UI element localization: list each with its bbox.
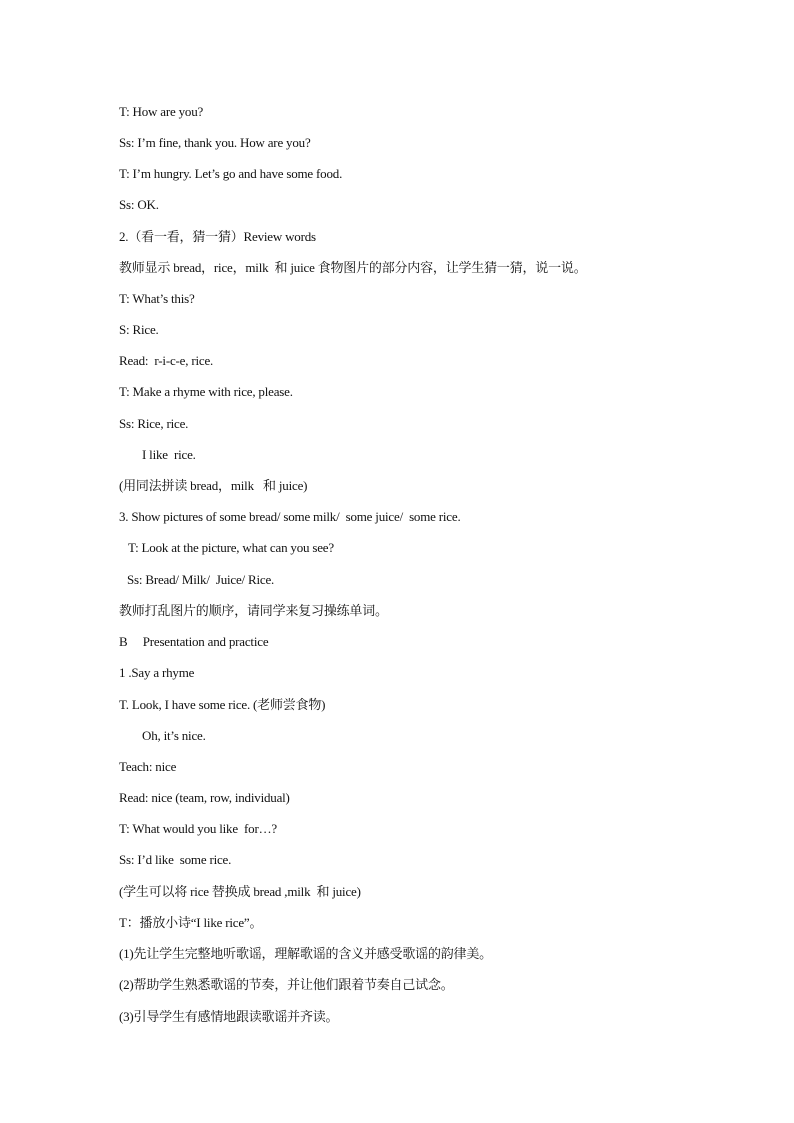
dialogue-line: T: What would you like for…? — [119, 821, 277, 836]
dialogue-line: T: Look at the picture, what can you see? — [128, 540, 334, 555]
section-heading: 3. Show pictures of some bread/ some milk/ some juice/ some rice. — [119, 509, 461, 524]
instruction-text: (2)帮助学生熟悉歌谣的节奏，并让他们跟着节奏自己试念。 — [119, 977, 454, 992]
instruction-text: (1)先让学生完整地听歌谣，理解歌谣的含义并感受歌谣的韵律美。 — [119, 946, 492, 961]
instruction-text: (学生可以将 rice 替换成 bread ,milk 和 juice) — [119, 884, 361, 899]
dialogue-line: Read: r-i-c-e, rice. — [119, 353, 214, 368]
section-heading: B Presentation and practice — [119, 634, 269, 649]
dialogue-line: Ss: OK. — [119, 197, 159, 212]
instruction-text: (用同法拼读 bread，milk 和 juice) — [119, 478, 308, 493]
dialogue-line: Ss: I’d like some rice. — [119, 852, 232, 867]
instruction-text: 教师显示 bread，rice，milk 和 juice 食物图片的部分内容，让学生猜一猜，说一说。 — [119, 260, 587, 275]
dialogue-line: S: Rice. — [119, 322, 159, 337]
dialogue-line: T: Make a rhyme with rice, please. — [119, 384, 293, 399]
instruction-text: T：播放小诗“I like rice”。 — [119, 915, 263, 930]
dialogue-line: Read: nice (team, row, individual) — [119, 790, 290, 805]
section-heading: 1 .Say a rhyme — [119, 665, 195, 680]
instruction-text: 教师打乱图片的顺序，请同学来复习操练单词。 — [119, 603, 388, 618]
dialogue-line: Oh, it’s nice. — [142, 728, 206, 743]
dialogue-line: T. Look, I have some rice. (老师尝食物) — [119, 697, 326, 712]
instruction-text: (3)引导学生有感情地跟读歌谣并齐读。 — [119, 1009, 339, 1024]
dialogue-line: Teach: nice — [119, 759, 177, 774]
dialogue-line: Ss: Rice, rice. — [119, 416, 189, 431]
dialogue-line: Ss: Bread/ Milk/ Juice/ Rice. — [127, 572, 275, 587]
dialogue-line: T: What’s this? — [119, 291, 195, 306]
dialogue-line: T: I’m hungry. Let’s go and have some food. — [119, 166, 343, 181]
dialogue-line: Ss: I’m fine, thank you. How are you? — [119, 135, 311, 150]
dialogue-line: I like rice. — [142, 447, 196, 462]
section-heading: 2.（看一看，猜一猜）Review words — [119, 229, 316, 244]
dialogue-line: T: How are you? — [119, 104, 204, 119]
